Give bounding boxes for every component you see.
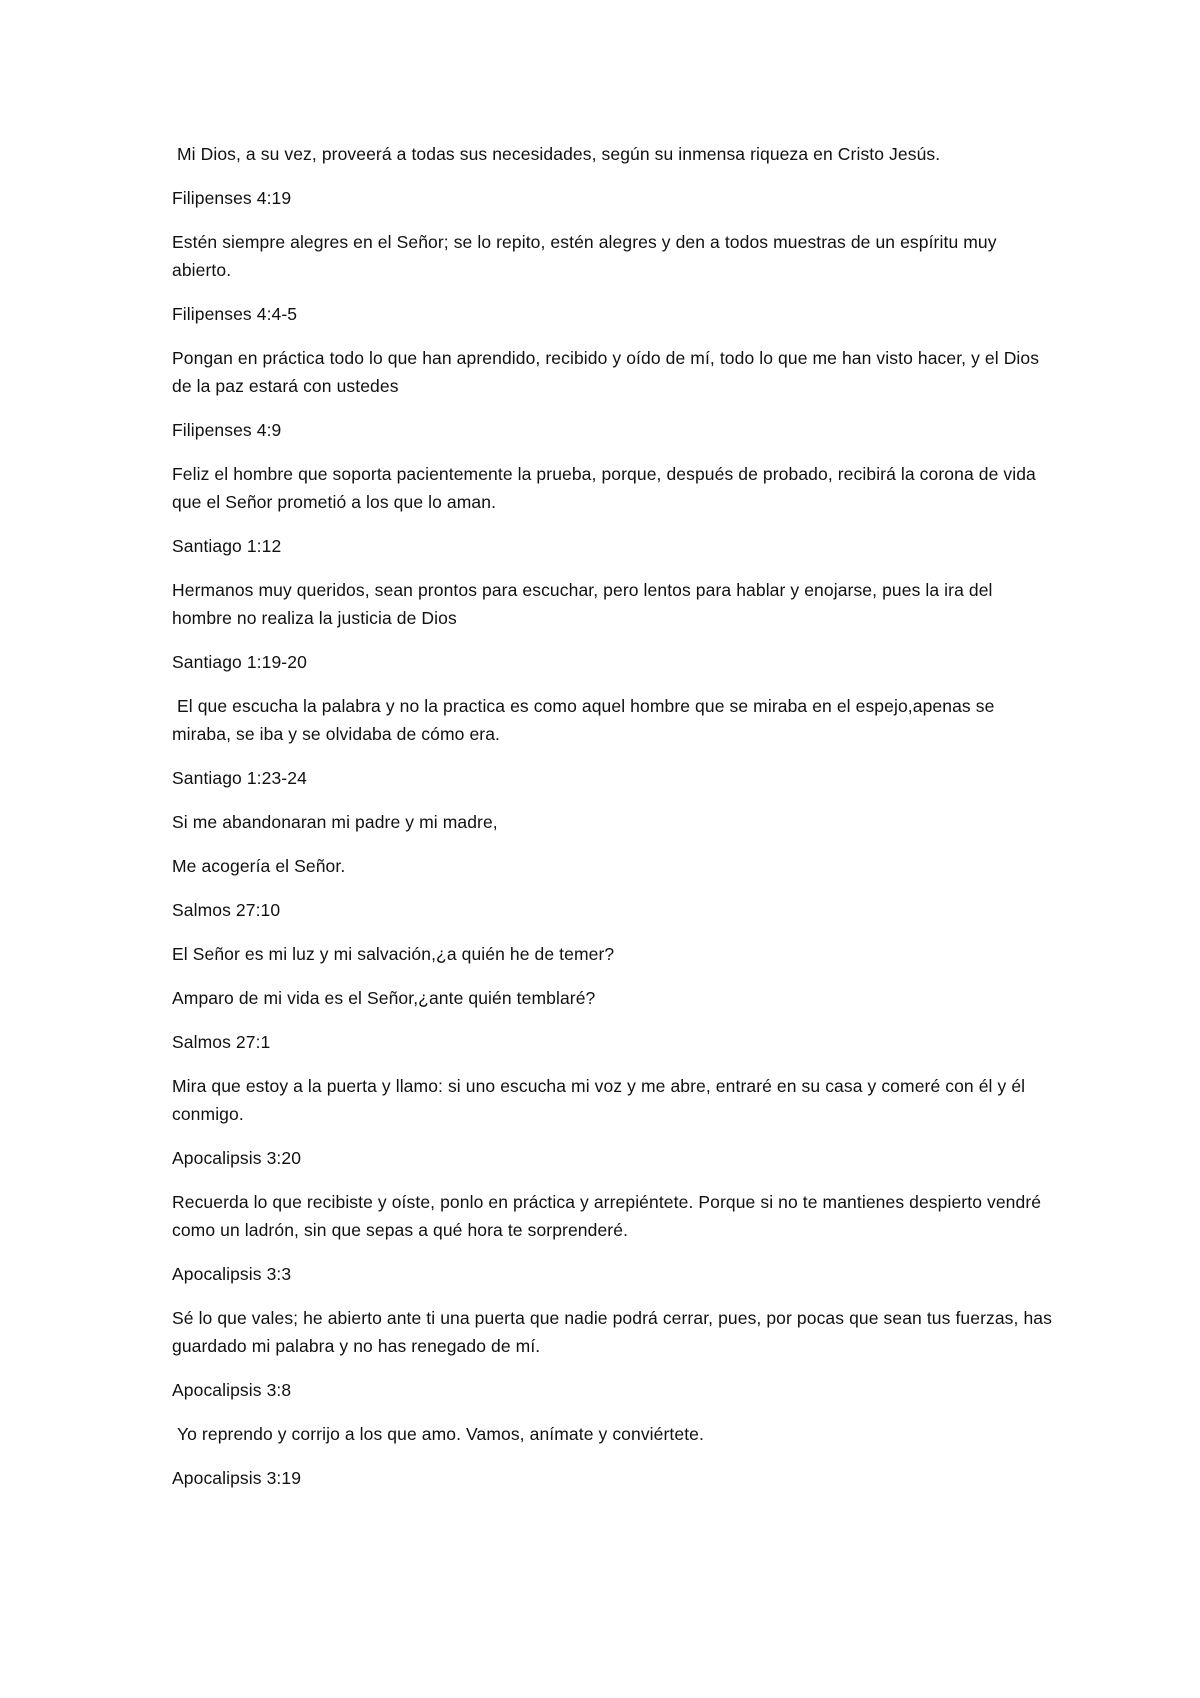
- verse-reference: Santiago 1:19-20: [172, 652, 307, 672]
- verse-reference: Salmos 27:10: [172, 900, 281, 920]
- verse-reference: Apocalipsis 3:3: [172, 1264, 292, 1284]
- verse-paragraph: Si me abandonaran mi padre y mi madre,: [172, 812, 498, 832]
- document-page: [172, 140, 1057, 1508]
- verse-paragraph: Estén siempre alegres en el Señor; se lo repito, estén alegres y den a todos muestras de un espíritu muy abierto.: [172, 232, 1002, 280]
- verse-paragraph: Mira que estoy a la puerta y llamo: si uno escucha mi voz y me abre, entraré en su casa y comeré con él y él conmigo.: [172, 1076, 1031, 1124]
- verse-reference: Apocalipsis 3:19: [172, 1468, 302, 1488]
- verse-paragraph: Yo reprendo y corrijo a los que amo. Vamos, anímate y conviértete.: [172, 1424, 704, 1444]
- verse-paragraph: Me acogería el Señor.: [172, 856, 346, 876]
- verse-paragraph: Pongan en práctica todo lo que han aprendido, recibido y oído de mí, todo lo que me han visto hacer, y el Dios de la paz estará con ustedes: [172, 348, 1045, 396]
- verse-paragraph: El que escucha la palabra y no la practica es como aquel hombre que se miraba en el espejo,apenas se miraba, se iba y se olvidaba de cómo era.: [172, 696, 1000, 744]
- verse-reference: Apocalipsis 3:8: [172, 1380, 292, 1400]
- verse-reference: Filipenses 4:19: [172, 188, 292, 208]
- verse-paragraph: Feliz el hombre que soporta pacientemente la prueba, porque, después de probado, recibirá la corona de vida que el Señor prometió a los que lo aman.: [172, 464, 1041, 512]
- verse-paragraph: Hermanos muy queridos, sean prontos para escuchar, pero lentos para hablar y enojarse, pues la ira del hombre no realiza la justicia de Dios: [172, 580, 998, 628]
- verse-paragraph: Recuerda lo que recibiste y oíste, ponlo en práctica y arrepiéntete. Porque si no te mantienes despierto vendré como un ladrón, sin que sepas a qué hora te sorprenderé.: [172, 1192, 1047, 1240]
- verse-reference: Apocalipsis 3:20: [172, 1148, 302, 1168]
- verse-reference: Filipenses 4:9: [172, 420, 282, 440]
- verse-reference: Santiago 1:23-24: [172, 768, 307, 788]
- verse-paragraph: Mi Dios, a su vez, proveerá a todas sus necesidades, según su inmensa riqueza en Cristo Jesús.: [172, 144, 941, 164]
- verse-paragraph: El Señor es mi luz y mi salvación,¿a quién he de temer?: [172, 944, 615, 964]
- verse-reference: Salmos 27:1: [172, 1032, 271, 1052]
- verse-paragraph: Amparo de mi vida es el Señor,¿ante quién temblaré?: [172, 988, 596, 1008]
- verse-reference: Santiago 1:12: [172, 536, 282, 556]
- verse-reference: Filipenses 4:4-5: [172, 304, 298, 324]
- verse-paragraph: Sé lo que vales; he abierto ante ti una puerta que nadie podrá cerrar, pues, por pocas que sean tus fuerzas, has guardado mi palabra y no has renegado de mí.: [172, 1308, 1057, 1356]
